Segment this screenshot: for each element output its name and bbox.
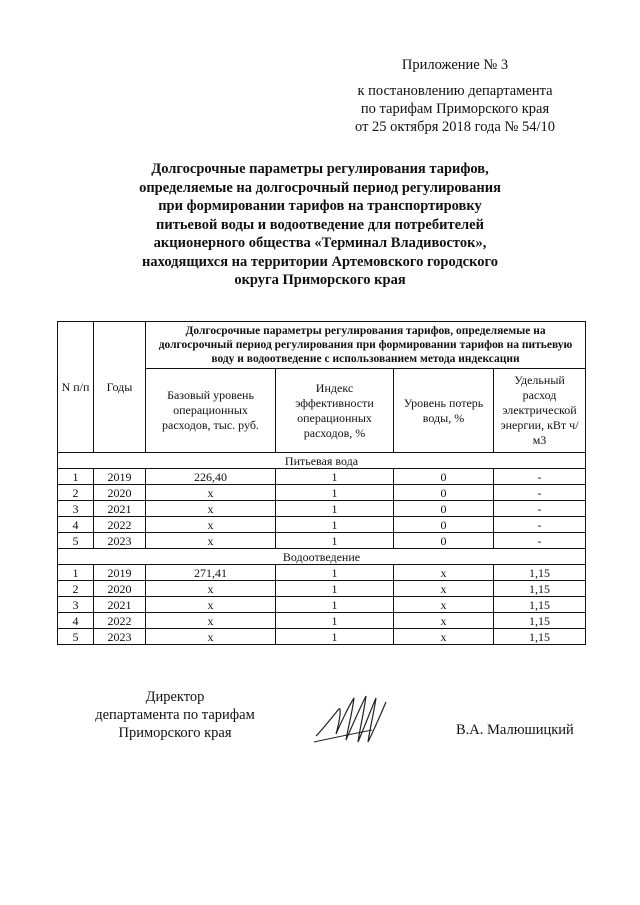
table-row: [58, 565, 586, 581]
table-cell: 1: [276, 629, 394, 645]
table-cell: 2021: [94, 501, 146, 517]
table-cell: 5: [58, 533, 94, 549]
table-cell: -: [494, 533, 586, 549]
title-line: Долгосрочные параметры регулирования тарифов,: [151, 161, 489, 177]
table-cell: 2022: [94, 613, 146, 629]
column-header-energy-consumption: Удельный расход электрической энергии, кВт ч/м3: [494, 369, 586, 453]
table-cell: х: [146, 485, 276, 501]
table-cell: -: [494, 517, 586, 533]
signatory-position: [90, 688, 260, 742]
table-row: [58, 597, 586, 613]
table-row: [58, 469, 586, 485]
position-line: Директор: [145, 689, 205, 705]
table-cell: 1: [276, 501, 394, 517]
table-cell: 1: [276, 517, 394, 533]
table-row: [58, 629, 586, 645]
table-cell: 0: [394, 485, 494, 501]
table-cell: х: [146, 597, 276, 613]
table-cell: 4: [58, 517, 94, 533]
table-cell: х: [394, 613, 494, 629]
table-row: [58, 533, 586, 549]
table-cell: х: [146, 501, 276, 517]
table-body: [58, 453, 586, 645]
table-row: [58, 501, 586, 517]
title-line: акционерного общества «Терминал Владивосток»,: [153, 235, 487, 251]
table-cell: 1,15: [494, 597, 586, 613]
table-cell: 3: [58, 597, 94, 613]
table-cell: 1: [276, 581, 394, 597]
title-line: находящихся на территории Артемовского городского: [142, 253, 498, 270]
section-row: [58, 549, 586, 565]
table-cell: 1,15: [494, 613, 586, 629]
table-cell: х: [394, 565, 494, 581]
section-title: Питьевая вода: [58, 453, 586, 469]
title-line: при формировании тарифов на транспортировку: [158, 198, 482, 214]
parameters-table: [57, 321, 586, 645]
appendix-number: Приложение № 3: [401, 57, 509, 73]
table-cell: 0: [394, 517, 494, 533]
table-cell: х: [394, 629, 494, 645]
appendix-line-3: от 25 октября 2018 года № 54/10: [355, 119, 555, 135]
table-row: [58, 517, 586, 533]
table-cell: 2019: [94, 565, 146, 581]
table-cell: 4: [58, 613, 94, 629]
table-cell: 2021: [94, 597, 146, 613]
position-line: департамента по тарифам: [95, 707, 255, 723]
table-cell: 1: [276, 485, 394, 501]
signatory-name: В.А. Малюшицкий: [456, 722, 574, 738]
appendix-line-1: к постановлению департамента: [357, 83, 553, 99]
table-cell: 226,40: [146, 469, 276, 485]
column-header-year: Годы: [94, 322, 146, 453]
title-line: питьевой воды и водоотведение для потребителей: [156, 216, 484, 233]
table-cell: 2019: [94, 469, 146, 485]
position-line: Приморского края: [118, 725, 232, 741]
table-cell: 2020: [94, 581, 146, 597]
column-header-base-costs: Базовый уровень операционных расходов, тыс. руб.: [146, 369, 276, 453]
document-title: [100, 160, 540, 290]
table-cell: 1,15: [494, 629, 586, 645]
handwritten-signature: [312, 690, 392, 750]
appendix-line-2: по тарифам Приморского края: [360, 101, 550, 117]
table-cell: 5: [58, 629, 94, 645]
column-header-efficiency-index: Индекс эффективности операционных расходов, %: [276, 369, 394, 453]
table-cell: 2022: [94, 517, 146, 533]
table-cell: 1: [276, 533, 394, 549]
section-title: Водоотведение: [58, 549, 586, 565]
title-line: определяемые на долгосрочный период регулирования: [139, 179, 501, 196]
table-cell: 1: [276, 565, 394, 581]
table-cell: -: [494, 501, 586, 517]
table-cell: 2023: [94, 629, 146, 645]
table-cell: 1,15: [494, 581, 586, 597]
column-header-number: N п/п: [58, 322, 94, 453]
table-cell: х: [146, 613, 276, 629]
table-cell: 271,41: [146, 565, 276, 581]
table-cell: 0: [394, 501, 494, 517]
table-cell: х: [394, 581, 494, 597]
table-row: [58, 581, 586, 597]
table-cell: 1: [58, 565, 94, 581]
table-cell: х: [394, 597, 494, 613]
appendix-block: [325, 56, 585, 136]
table-cell: 2020: [94, 485, 146, 501]
table-row: [58, 613, 586, 629]
table-cell: 3: [58, 501, 94, 517]
table-cell: 2: [58, 485, 94, 501]
table-cell: 0: [394, 533, 494, 549]
column-header-water-losses: Уровень потерь воды, %: [394, 369, 494, 453]
table-cell: 1: [58, 469, 94, 485]
table-cell: 0: [394, 469, 494, 485]
table-row: [58, 485, 586, 501]
table-cell: 1,15: [494, 565, 586, 581]
table-cell: х: [146, 581, 276, 597]
title-line: округа Приморского края: [234, 272, 406, 288]
table-cell: -: [494, 485, 586, 501]
table-cell: х: [146, 629, 276, 645]
table-cell: 1: [276, 597, 394, 613]
table-cell: 2023: [94, 533, 146, 549]
table-cell: 2: [58, 581, 94, 597]
table-cell: -: [494, 469, 586, 485]
section-row: [58, 453, 586, 469]
column-group-header: Долгосрочные параметры регулирования тарифов, определяемые на долгосрочный период регулирования при формировании тарифов на питьевую воду и водоотведение с использованием метода индексации: [146, 322, 586, 369]
table-cell: 1: [276, 613, 394, 629]
table-cell: х: [146, 517, 276, 533]
table-cell: х: [146, 533, 276, 549]
table-cell: 1: [276, 469, 394, 485]
